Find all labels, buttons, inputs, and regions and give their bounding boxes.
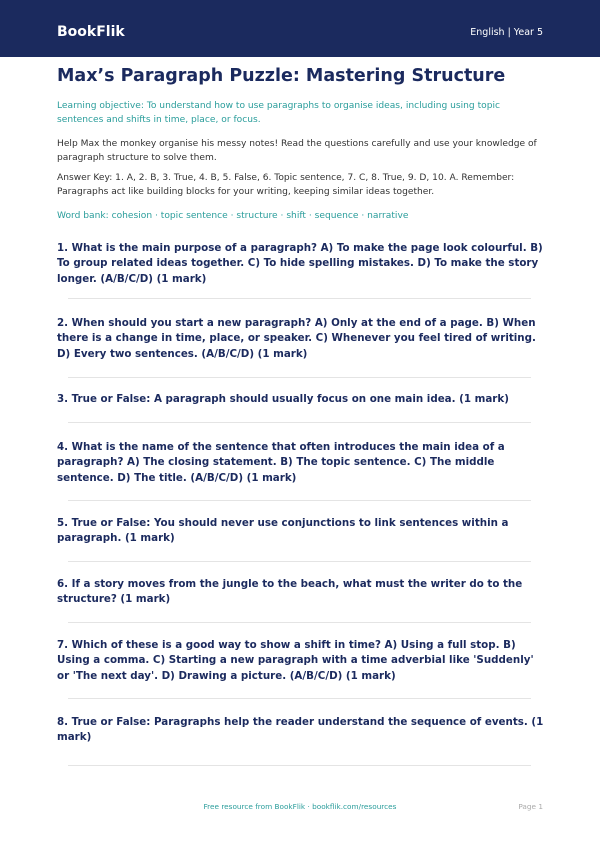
answer-line-1	[68, 298, 531, 299]
answer-line-3	[68, 422, 531, 423]
learning-objective: Learning objective: To understand how to use paragraphs to organise ideas, including using topic sentences and shifts in time, place, or focus.	[57, 101, 501, 125]
word-bank: Word bank: cohesion · topic sentence · structure · shift · sequence · narrative	[57, 211, 409, 221]
answer-line-5	[68, 561, 531, 562]
question-8: 8. True or False: Paragraphs help the reader understand the sequence of events. (1 mark)	[57, 716, 544, 744]
answer-key: Answer Key: 1. A, 2. B, 3. True, 4. B, 5. False, 6. Topic sentence, 7. C, 8. True, 9. D, 10. A. Remember: Paragraphs act like building blocks for your writing, keeping similar ideas together.	[57, 173, 515, 197]
subject-year-label: English | Year 5	[470, 27, 543, 38]
answer-line-8	[68, 765, 531, 766]
footer-credit: Free resource from BookFlik · bookflik.com/resources	[203, 802, 397, 811]
question-7: 7. Which of these is a good way to show a shift in time? A) Using a full stop. B) Using a comma. C) Starting a new paragraph with a time adverbial like 'Suddenly' or 'The next day'. D) Drawing a picture. (A/B/C/D) (1 mark)	[57, 639, 534, 682]
intro-text: Help Max the monkey organise his messy notes! Read the questions carefully and use your knowledge of paragraph structure to solve them.	[57, 139, 537, 163]
question-4: 4. What is the name of the sentence that often introduces the main idea of a paragraph? A) The closing statement. B) The topic sentence. C) The middle sentence. D) The title. (A/B/C/D) (1 mark)	[57, 441, 505, 484]
answer-line-7	[68, 698, 531, 699]
page-title: Max’s Paragraph Puzzle: Mastering Structure	[57, 66, 506, 86]
question-6: 6. If a story moves from the jungle to the beach, what must the writer do to the structure? (1 mark)	[57, 578, 523, 606]
question-5: 5. True or False: You should never use conjunctions to link sentences within a paragraph. (1 mark)	[57, 517, 509, 545]
answer-line-4	[68, 500, 531, 501]
answer-line-2	[68, 377, 531, 378]
question-1: 1. What is the main purpose of a paragraph? A) To make the page look colourful. B) To group related ideas together. C) To hide spelling mistakes. D) To make the story longer. (A/B/C/D) (1 mark)	[57, 242, 543, 285]
question-3: 3. True or False: A paragraph should usually focus on one main idea. (1 mark)	[57, 393, 509, 405]
brand-logo-text: BookFlik	[57, 24, 125, 40]
question-2: 2. When should you start a new paragraph? A) Only at the end of a page. B) When there is a change in time, place, or speaker. C) Whenever you feel tired of writing. D) Every two sentences. (A/B/C/D) (1 mark)	[57, 317, 536, 360]
page-number: Page 1	[518, 802, 543, 811]
answer-line-6	[68, 622, 531, 623]
header-bar	[0, 0, 600, 57]
